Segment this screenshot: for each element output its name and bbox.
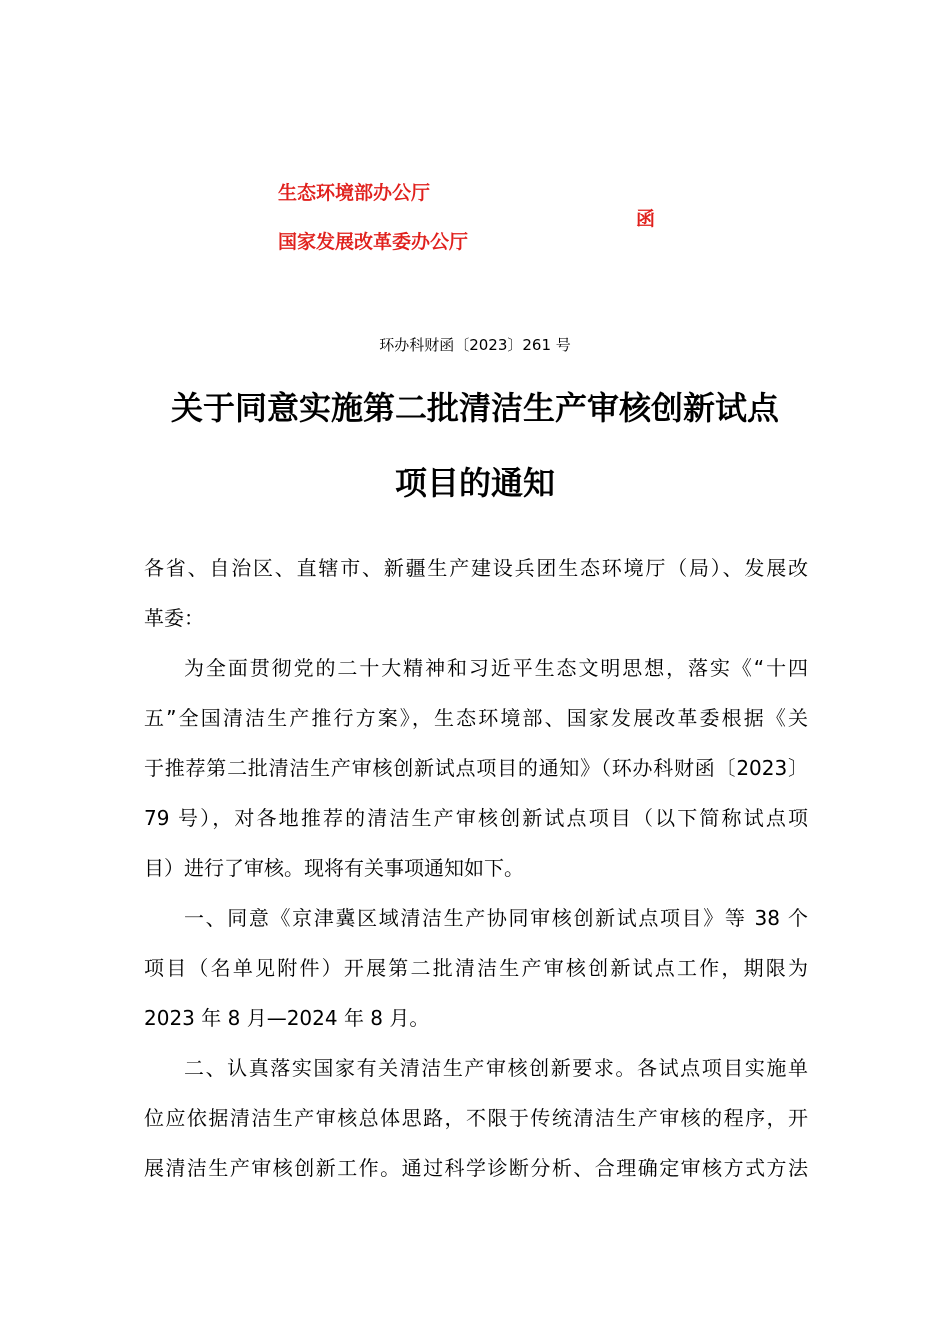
body-line-1: 各省、自治区、直辖市、新疆生产建设兵团生态环境厅（局）、发展改 xyxy=(144,556,808,580)
document-title-line-1: 关于同意实施第二批清洁生产审核创新试点 xyxy=(170,389,779,427)
issuer-name-2: 国家发展改革委办公厅 xyxy=(278,231,469,253)
body-line-7: 目）进行了审核。现将有关事项通知如下。 xyxy=(144,856,524,880)
body-line-11: 二、认真落实国家有关清洁生产审核创新要求。各试点项目实施单 xyxy=(184,1056,808,1080)
body-line-10: 2023 年 8 月—2024 年 8 月。 xyxy=(144,1006,430,1030)
body-line-6: 79 号），对各地推荐的清洁生产审核创新试点项目（以下简称试点项 xyxy=(144,806,808,830)
letter-mark: 函 xyxy=(636,208,656,230)
body-line-2: 革委： xyxy=(144,606,204,630)
body-line-8: 一、同意《京津冀区域清洁生产协同审核创新试点项目》等 38 个 xyxy=(184,906,808,930)
body-line-12: 位应依据清洁生产审核总体思路，不限于传统清洁生产审核的程序，开 xyxy=(144,1106,808,1130)
body-line-9: 项目（名单见附件）开展第二批清洁生产审核创新试点工作，期限为 xyxy=(144,956,808,980)
issuer-name-1: 生态环境部办公厅 xyxy=(278,182,431,204)
body-line-13: 展清洁生产审核创新工作。通过科学诊断分析、合理确定审核方式方法 xyxy=(144,1156,808,1180)
body-line-5: 于推荐第二批清洁生产审核创新试点项目的通知》（环办科财函〔2023〕 xyxy=(144,756,808,780)
document-title-line-2: 项目的通知 xyxy=(394,464,555,502)
document-number: 环办科财函〔2023〕261 号 xyxy=(379,336,571,354)
body-line-3: 为全面贯彻党的二十大精神和习近平生态文明思想，落实《“十四 xyxy=(184,656,808,680)
body-line-4: 五”全国清洁生产推行方案》，生态环境部、国家发展改革委根据《关 xyxy=(144,706,808,730)
